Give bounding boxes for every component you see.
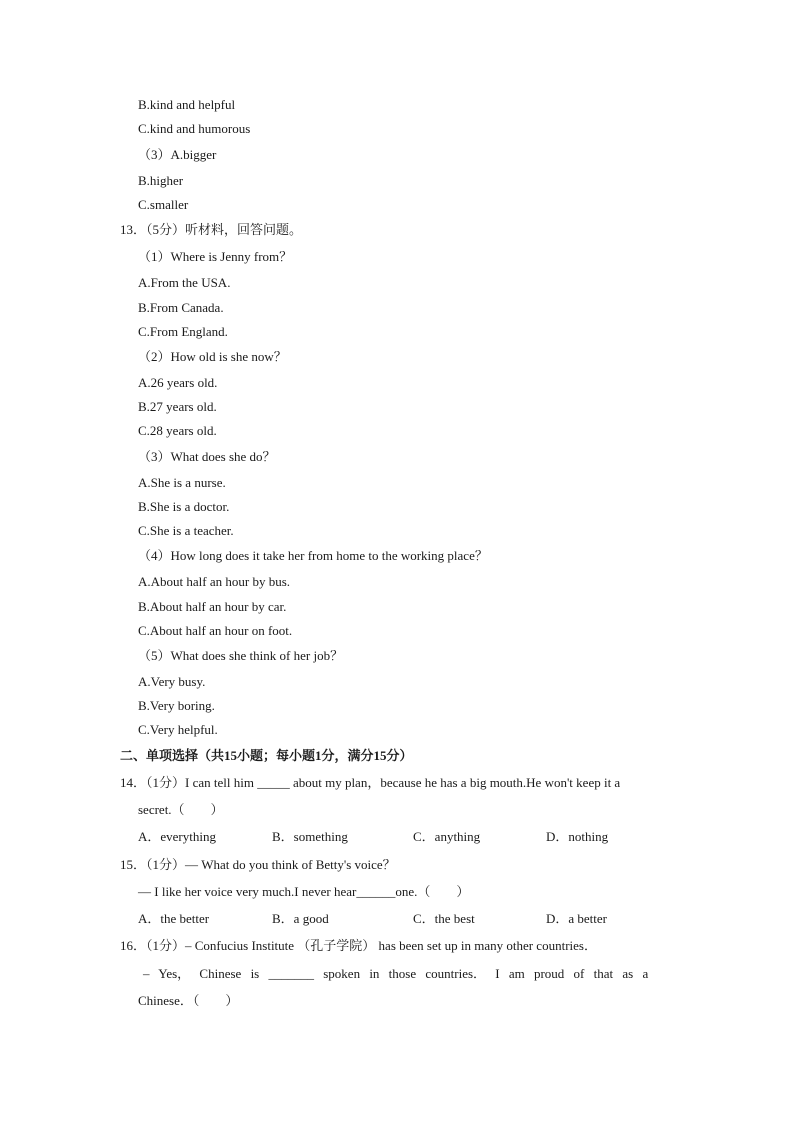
q15-option-d: D．a better — [546, 911, 608, 926]
q15-stem-cont: — I like her voice very much.I never hear______one.（ ） — [138, 884, 470, 899]
q13-sub3: （3）What does she do？ — [138, 449, 276, 464]
q13-sub4-option-b: B.About half an hour by car. — [138, 599, 287, 614]
q13-sub5: （5）What does she think of her job？ — [138, 648, 344, 663]
q16-stem-cont: – Yes， Chinese is _______ spoken in those countries． I am proud of that as a — [143, 966, 649, 981]
q12-sub3-option-a: （3）A.bigger — [138, 147, 217, 162]
q13-sub3-option-a: A.She is a nurse. — [138, 475, 226, 490]
q13-sub3-option-b: B.She is a doctor. — [138, 499, 230, 514]
q13-sub5-option-a: A.Very busy. — [138, 674, 206, 689]
q15-option-c: C．the best — [413, 911, 475, 926]
q13-sub2-option-a: A.26 years old. — [138, 375, 218, 390]
q13-sub2-option-c: C.28 years old. — [138, 423, 217, 438]
q15-stem: 15．（1分）— What do you think of Betty's voice？ — [120, 857, 396, 872]
q12-option-b2: B.kind and helpful — [138, 97, 236, 112]
q16-stem-cont2: Chinese．（ ） — [138, 993, 239, 1008]
q13-sub5-option-c: C.Very helpful. — [138, 722, 218, 737]
q14-option-b: B．something — [272, 829, 348, 844]
q13-sub1: （1）Where is Jenny from？ — [138, 249, 293, 264]
q15-option-a: A．the better — [138, 911, 210, 926]
q13-sub1-option-b: B.From Canada. — [138, 300, 224, 315]
q13-sub1-option-c: C.From England. — [138, 324, 228, 339]
q13-stem: 13．（5分）听材料，回答问题。 — [120, 222, 303, 237]
q13-sub4: （4）How long does it take her from home to the working place？ — [138, 548, 488, 563]
q13-sub2-option-b: B.27 years old. — [138, 399, 217, 414]
q15-option-b: B．a good — [272, 911, 329, 926]
q13-sub2: （2）How old is she now？ — [138, 349, 287, 364]
section-heading: 二、单项选择（共15小题；每小题1分，满分15分） — [120, 748, 413, 763]
q12-option-c2: C.kind and humorous — [138, 121, 251, 136]
q14-option-c: C．anything — [413, 829, 481, 844]
q14-stem-cont: secret.（ ） — [138, 802, 224, 817]
q12-sub3-option-b: B.higher — [138, 173, 184, 188]
q13-sub3-option-c: C.She is a teacher. — [138, 523, 234, 538]
q13-sub5-option-b: B.Very boring. — [138, 698, 215, 713]
q13-sub4-option-a: A.About half an hour by bus. — [138, 574, 291, 589]
q14-stem: 14．（1分）I can tell him _____ about my plan，because he has a big mouth.He won't keep it a — [120, 775, 621, 790]
q14-option-d: D．nothing — [546, 829, 609, 844]
q16-stem: 16．（1分）– Confucius Institute （孔子学院） has been set up in many other countries． — [120, 938, 597, 953]
q12-sub3-option-c: C.smaller — [138, 197, 189, 212]
q14-option-a: A．everything — [138, 829, 216, 844]
q13-sub4-option-c: C.About half an hour on foot. — [138, 623, 293, 638]
q13-sub1-option-a: A.From the USA. — [138, 275, 231, 290]
